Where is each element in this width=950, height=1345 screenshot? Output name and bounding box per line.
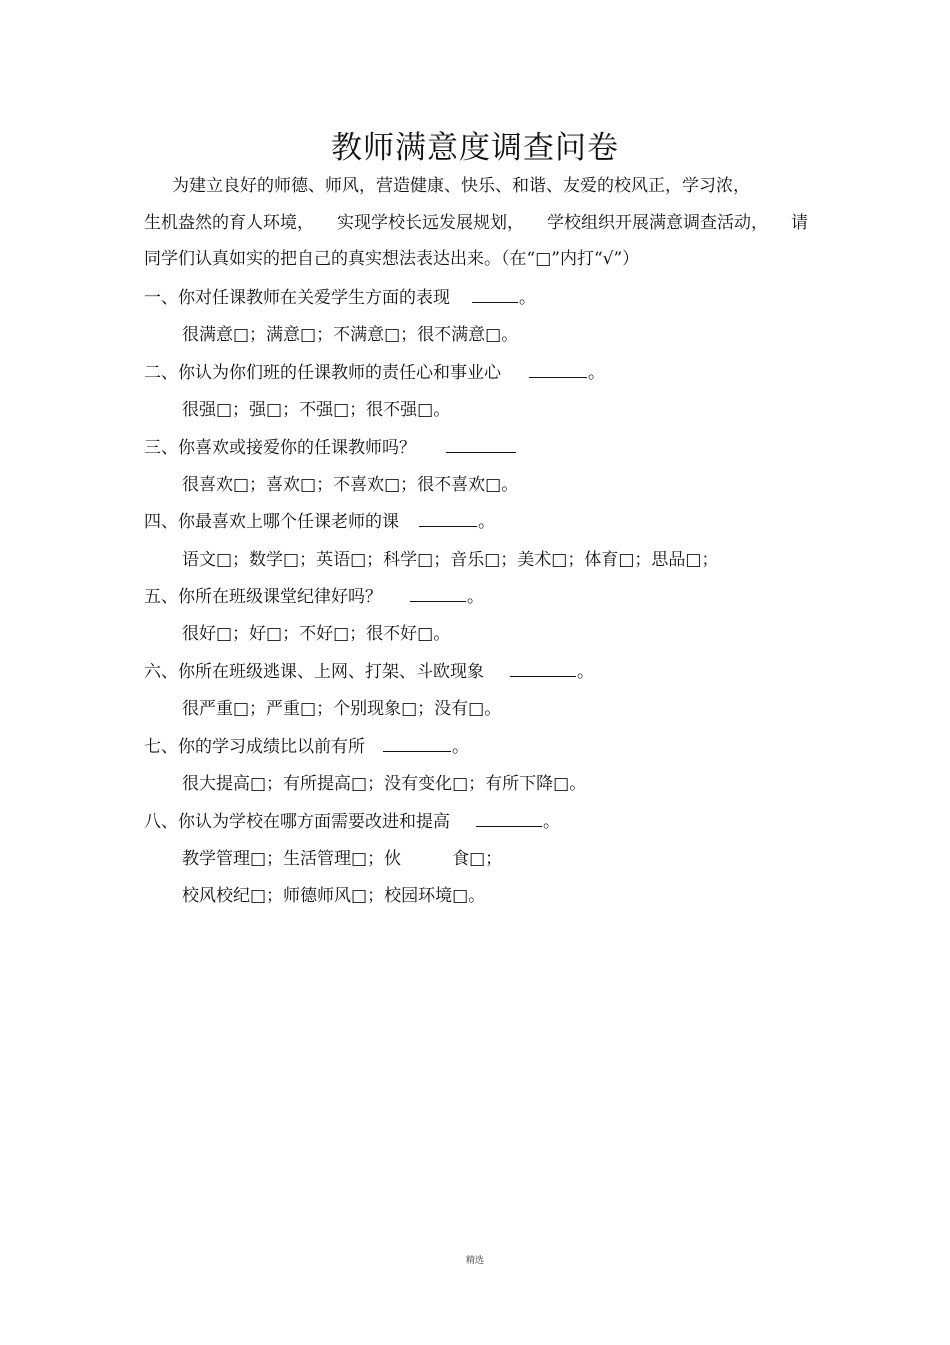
answer-blank[interactable] bbox=[529, 361, 587, 378]
question-8 bbox=[144, 810, 560, 834]
question-4-options[interactable]: 语文□；数学□；英语□；科学□；音乐□；美术□；体育□；思品□； bbox=[182, 550, 719, 570]
question-text: 八、你认为学校在哪方面需要改进和提高 bbox=[144, 812, 450, 832]
question-text: 二、你认为你们班的任课教师的责任心和事业心 bbox=[144, 363, 501, 383]
question-suffix: 。 bbox=[577, 662, 594, 682]
answer-blank[interactable] bbox=[472, 286, 518, 303]
question-text: 四、你最喜欢上哪个任课老师的课 bbox=[144, 512, 399, 532]
answer-blank[interactable] bbox=[510, 660, 576, 677]
intro-line-2-part: 请 bbox=[791, 213, 808, 233]
intro-line-2-part: 学校组织开展满意调查活动， bbox=[547, 213, 768, 233]
intro-line-2-part: 实现学校长远发展规划， bbox=[337, 213, 524, 233]
question-text: 三、你喜欢或接爱你的任课教师吗？ bbox=[144, 438, 416, 458]
question-suffix: 。 bbox=[543, 812, 560, 832]
page-title: 教师满意度调查问卷 bbox=[331, 130, 619, 166]
question-7 bbox=[144, 735, 469, 759]
intro-line-1: 为建立良好的师德、师风，营造健康、快乐、和谐、友爱的校风正，学习浓， bbox=[172, 176, 750, 196]
question-8-options[interactable]: 教学管理□；生活管理□；伙 食□； bbox=[182, 849, 503, 869]
intro-line-3: 同学们认真如实的把自己的真实想法表达出来。（在“□”内打“√”） bbox=[144, 249, 640, 269]
question-8-options-2[interactable]: 校风校纪□；师德师风□；校园环境□。 bbox=[182, 886, 486, 906]
answer-blank[interactable] bbox=[476, 810, 542, 827]
question-5-options[interactable]: 很好□；好□；不好□；很不好□。 bbox=[182, 624, 451, 644]
answer-blank[interactable] bbox=[419, 510, 477, 527]
question-4 bbox=[144, 510, 495, 534]
question-6-options[interactable]: 很严重□；严重□；个别现象□；没有□。 bbox=[182, 699, 502, 719]
question-5 bbox=[144, 585, 484, 609]
answer-blank[interactable] bbox=[410, 585, 466, 602]
answer-blank[interactable] bbox=[446, 436, 516, 453]
question-text: 五、你所在班级课堂纪律好吗？ bbox=[144, 587, 382, 607]
question-6 bbox=[144, 660, 594, 684]
question-text: 一、你对任课教师在关爱学生方面的表现 bbox=[144, 288, 450, 308]
question-7-options[interactable]: 很大提高□；有所提高□；没有变化□；有所下降□。 bbox=[182, 774, 587, 794]
answer-blank[interactable] bbox=[383, 735, 451, 752]
question-2 bbox=[144, 361, 605, 385]
question-suffix: 。 bbox=[519, 288, 536, 308]
question-1-options[interactable]: 很满意□；满意□；不满意□；很不满意□。 bbox=[182, 325, 519, 345]
question-suffix: 。 bbox=[452, 737, 469, 757]
intro-line-2-part: 生机盎然的育人环境， bbox=[144, 213, 314, 233]
question-3-options[interactable]: 很喜欢□；喜欢□；不喜欢□；很不喜欢□。 bbox=[182, 475, 519, 495]
question-1 bbox=[144, 286, 536, 310]
question-suffix: 。 bbox=[467, 587, 484, 607]
question-text: 七、你的学习成绩比以前有所 bbox=[144, 737, 365, 757]
question-2-options[interactable]: 很强□；强□；不强□；很不强□。 bbox=[182, 400, 451, 420]
intro-line-2 bbox=[144, 211, 808, 235]
question-text: 六、你所在班级逃课、上网、打架、斗欧现象 bbox=[144, 662, 484, 682]
footer-label: 精选 bbox=[465, 1256, 484, 1266]
question-3 bbox=[144, 436, 517, 460]
question-suffix: 。 bbox=[478, 512, 495, 532]
question-suffix: 。 bbox=[588, 363, 605, 383]
